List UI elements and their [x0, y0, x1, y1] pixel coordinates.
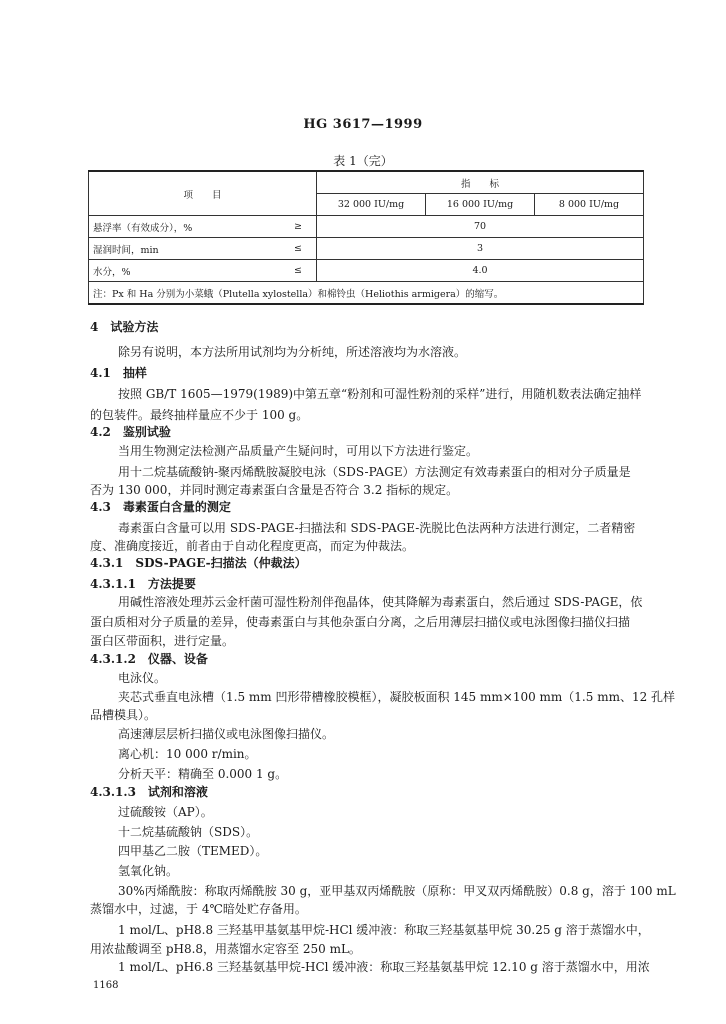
list-item: 蒸馏水中，过滤，于 4℃暗处贮存备用。 — [90, 902, 307, 916]
list-item: 高速薄层层析扫描仪或电泳图像扫描仪。 — [118, 727, 335, 741]
list-item: 30%丙烯酰胺：称取丙烯酰胺 30 g，亚甲基双丙烯酰胺（原称：甲叉双丙烯酰胺）0.8 g，溶于 100 mL — [118, 884, 676, 898]
list-item: 过硫酸铵（AP）。 — [118, 805, 213, 819]
list-item: 四甲基乙二胺（TEMED）。 — [118, 844, 268, 858]
paragraph: 当用生物测定法检测产品质量产生疑问时，可用以下方法进行鉴定。 — [118, 444, 479, 458]
grade-cell: 16 000 IU/mg — [426, 194, 535, 216]
item-cell: 水分，% — [89, 260, 269, 282]
list-item: 电泳仪。 — [118, 671, 167, 685]
section-heading-4-2: 4.2 鉴别试验 — [90, 425, 171, 439]
paragraph: 蛋白质相对分子质量的差异，使毒素蛋白与其他杂蛋白分离，之后用薄层扫描仪或电泳图像扫描仪扫描 — [90, 615, 631, 629]
symbol-cell: ≤ — [269, 260, 317, 282]
list-item: 1 mol/L、pH8.8 三羟基甲基氨基甲烷-HCl 缓冲液：称取三羟基氨基甲烷 30.25 g 溶于蒸馏水中， — [118, 923, 650, 937]
list-item: 用浓盐酸调至 pH8.8，用蒸馏水定容至 250 mL。 — [90, 942, 361, 956]
paragraph: 的包装件。最终抽样量应不少于 100 g。 — [90, 408, 309, 422]
list-item: 十二烷基硫酸钠（SDS）。 — [118, 825, 259, 839]
header-index-cell: 指 标 — [317, 171, 644, 194]
section-heading-4-3-1-2: 4.3.1.2 仪器、设备 — [90, 652, 208, 666]
paragraph: 毒素蛋白含量可以用 SDS-PAGE-扫描法和 SDS-PAGE-洗脱比色法两种方法进行测定，二者精密 — [118, 521, 636, 535]
table-row — [89, 260, 644, 282]
value-cell: 70 — [317, 216, 644, 238]
section-heading-4-3-1-3: 4.3.1.3 试剂和溶液 — [90, 785, 208, 799]
spec-table — [88, 170, 644, 305]
paragraph: 用碱性溶液处理苏云金杆菌可湿性粉剂伴孢晶体，使其降解为毒素蛋白，然后通过 SDS-PAGE，依 — [118, 595, 643, 609]
page-number: 1168 — [93, 980, 119, 991]
value-cell: 3 — [317, 238, 644, 260]
list-item: 离心机：10 000 r/min。 — [118, 747, 257, 761]
item-cell: 悬浮率（有效成分），% — [89, 216, 269, 238]
section-heading-4-3: 4.3 毒素蛋白含量的测定 — [90, 500, 231, 514]
table-row — [89, 216, 644, 238]
list-item: 分析天平：精确至 0.000 1 g。 — [118, 767, 288, 781]
table-row — [89, 238, 644, 260]
paragraph: 用十二烷基硫酸钠-聚丙烯酰胺凝胶电泳（SDS-PAGE）方法测定有效毒素蛋白的相对分子质量是 — [118, 465, 631, 479]
item-cell: 湿润时间，min — [89, 238, 269, 260]
section-heading-4: 4 试验方法 — [90, 320, 159, 334]
document-code: HG 3617—1999 — [303, 117, 423, 132]
section-heading-4-3-1: 4.3.1 SDS-PAGE-扫描法（仲裁法） — [90, 556, 307, 570]
list-item: 夹芯式垂直电泳槽（1.5 mm 凹形带槽橡胶模框），凝胶板面积 145 mm×100 mm（1.5 mm、12 孔样 — [118, 690, 676, 704]
symbol-cell: ≤ — [269, 238, 317, 260]
list-item: 1 mol/L、pH6.8 三羟基氨基甲烷-HCl 缓冲液：称取三羟基氨基甲烷 12.10 g 溶于蒸馏水中，用浓 — [118, 960, 650, 974]
paragraph: 否为 130 000，并同时测定毒素蛋白含量是否符合 3.2 指标的规定。 — [90, 483, 459, 497]
paragraph: 除另有说明，本方法所用试剂均为分析纯，所述溶液均为水溶液。 — [118, 345, 467, 359]
paragraph: 蛋白区带面积，进行定量。 — [90, 634, 235, 648]
table-note: 注：Px 和 Ha 分别为小菜蛾（Plutella xylostella）和棉铃虫（Heliothis armigera）的缩写。 — [89, 282, 644, 305]
header-item-cell: 项 目 — [89, 171, 317, 216]
section-heading-4-1: 4.1 抽样 — [90, 366, 147, 380]
list-item: 品槽模具）。 — [90, 708, 157, 722]
table-caption: 表 1（完） — [333, 154, 393, 168]
table-header-row — [89, 171, 644, 194]
table-note-row — [89, 282, 644, 305]
paragraph: 度、准确度接近，前者由于自动化程度更高，而定为仲裁法。 — [90, 539, 415, 553]
grade-cell: 8 000 IU/mg — [535, 194, 644, 216]
paragraph: 按照 GB/T 1605—1979(1989)中第五章“粉剂和可湿性粉剂的采样”进行，用随机数表法确定抽样 — [118, 387, 642, 401]
symbol-cell: ≥ — [269, 216, 317, 238]
value-cell: 4.0 — [317, 260, 644, 282]
list-item: 氢氧化钠。 — [118, 864, 179, 878]
grade-cell: 32 000 IU/mg — [317, 194, 426, 216]
section-heading-4-3-1-1: 4.3.1.1 方法提要 — [90, 577, 196, 591]
